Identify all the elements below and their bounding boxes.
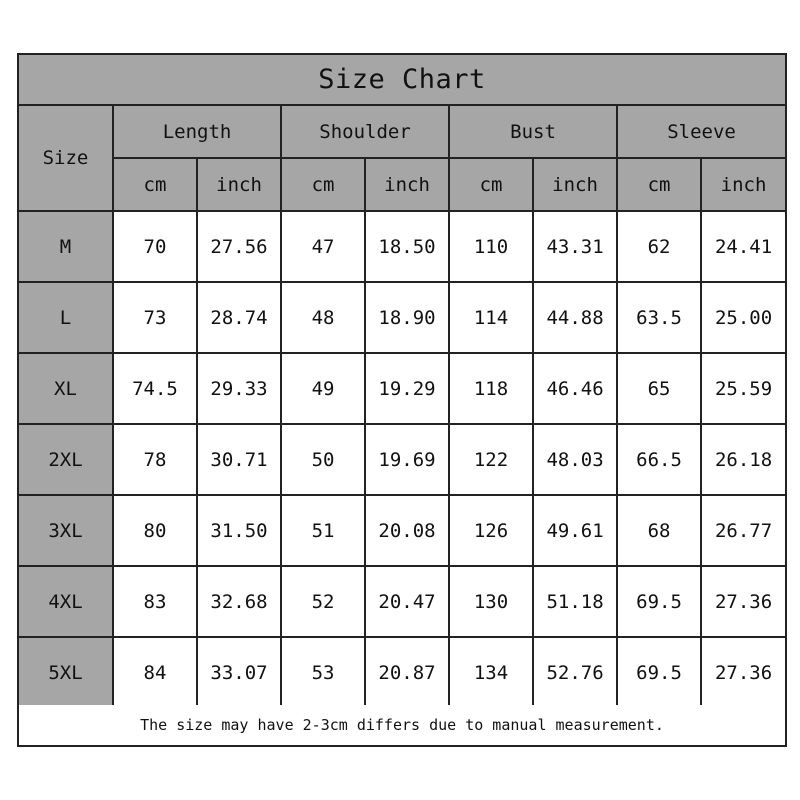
length-inch-cell: 29.33 [197,353,281,424]
unit-header-cm: cm [281,158,365,211]
table-row [19,424,785,495]
length-cm-cell: 84 [113,637,197,708]
length-cm-cell: 70 [113,211,197,282]
length-cm-cell: 78 [113,424,197,495]
length-inch-cell: 28.74 [197,282,281,353]
size-label: 2XL [19,424,113,495]
unit-header-inch: inch [197,158,281,211]
size-label: L [19,282,113,353]
bust-inch-cell: 52.76 [533,637,617,708]
group-header-bust: Bust [449,106,617,158]
length-inch-cell: 33.07 [197,637,281,708]
unit-header-inch: inch [533,158,617,211]
bust-inch-cell: 46.46 [533,353,617,424]
shoulder-inch-cell: 20.08 [365,495,449,566]
unit-header-cm: cm [617,158,701,211]
size-label: M [19,211,113,282]
size-chart [17,53,787,747]
chart-title: Size Chart [19,55,785,106]
size-label: 4XL [19,566,113,637]
table-row [19,282,785,353]
shoulder-inch-cell: 19.69 [365,424,449,495]
sleeve-cm-cell: 62 [617,211,701,282]
shoulder-cm-cell: 47 [281,211,365,282]
shoulder-cm-cell: 49 [281,353,365,424]
shoulder-inch-cell: 20.87 [365,637,449,708]
sleeve-inch-cell: 27.36 [701,637,785,708]
table-row [19,353,785,424]
table-row [19,495,785,566]
bust-cm-cell: 130 [449,566,533,637]
shoulder-cm-cell: 50 [281,424,365,495]
unit-header-cm: cm [449,158,533,211]
bust-cm-cell: 114 [449,282,533,353]
unit-header-inch: inch [365,158,449,211]
measurement-footnote: The size may have 2-3cm differs due to manual measurement. [19,705,785,745]
unit-header-cm: cm [113,158,197,211]
length-inch-cell: 30.71 [197,424,281,495]
shoulder-cm-cell: 48 [281,282,365,353]
size-column-header: Size [19,106,113,211]
table-row [19,211,785,282]
bust-inch-cell: 44.88 [533,282,617,353]
unit-header-inch: inch [701,158,785,211]
bust-cm-cell: 126 [449,495,533,566]
bust-inch-cell: 51.18 [533,566,617,637]
sleeve-cm-cell: 66.5 [617,424,701,495]
table-row [19,566,785,637]
sleeve-inch-cell: 26.77 [701,495,785,566]
length-cm-cell: 74.5 [113,353,197,424]
length-cm-cell: 80 [113,495,197,566]
sleeve-cm-cell: 69.5 [617,637,701,708]
sleeve-inch-cell: 25.00 [701,282,785,353]
bust-cm-cell: 110 [449,211,533,282]
sleeve-inch-cell: 25.59 [701,353,785,424]
shoulder-inch-cell: 18.90 [365,282,449,353]
shoulder-cm-cell: 53 [281,637,365,708]
size-label: 5XL [19,637,113,708]
sleeve-cm-cell: 68 [617,495,701,566]
sleeve-inch-cell: 24.41 [701,211,785,282]
shoulder-cm-cell: 52 [281,566,365,637]
group-header-length: Length [113,106,281,158]
sleeve-inch-cell: 27.36 [701,566,785,637]
shoulder-inch-cell: 20.47 [365,566,449,637]
size-label: 3XL [19,495,113,566]
length-inch-cell: 32.68 [197,566,281,637]
sleeve-inch-cell: 26.18 [701,424,785,495]
unit-header-row [19,158,785,211]
size-table [19,106,785,709]
sleeve-cm-cell: 69.5 [617,566,701,637]
bust-inch-cell: 49.61 [533,495,617,566]
length-inch-cell: 31.50 [197,495,281,566]
group-header-row [19,106,785,158]
bust-inch-cell: 43.31 [533,211,617,282]
shoulder-cm-cell: 51 [281,495,365,566]
group-header-shoulder: Shoulder [281,106,449,158]
bust-cm-cell: 122 [449,424,533,495]
sleeve-cm-cell: 65 [617,353,701,424]
shoulder-inch-cell: 18.50 [365,211,449,282]
sleeve-cm-cell: 63.5 [617,282,701,353]
length-cm-cell: 73 [113,282,197,353]
shoulder-inch-cell: 19.29 [365,353,449,424]
group-header-sleeve: Sleeve [617,106,785,158]
bust-cm-cell: 134 [449,637,533,708]
size-label: XL [19,353,113,424]
length-cm-cell: 83 [113,566,197,637]
bust-cm-cell: 118 [449,353,533,424]
length-inch-cell: 27.56 [197,211,281,282]
table-row [19,637,785,708]
bust-inch-cell: 48.03 [533,424,617,495]
